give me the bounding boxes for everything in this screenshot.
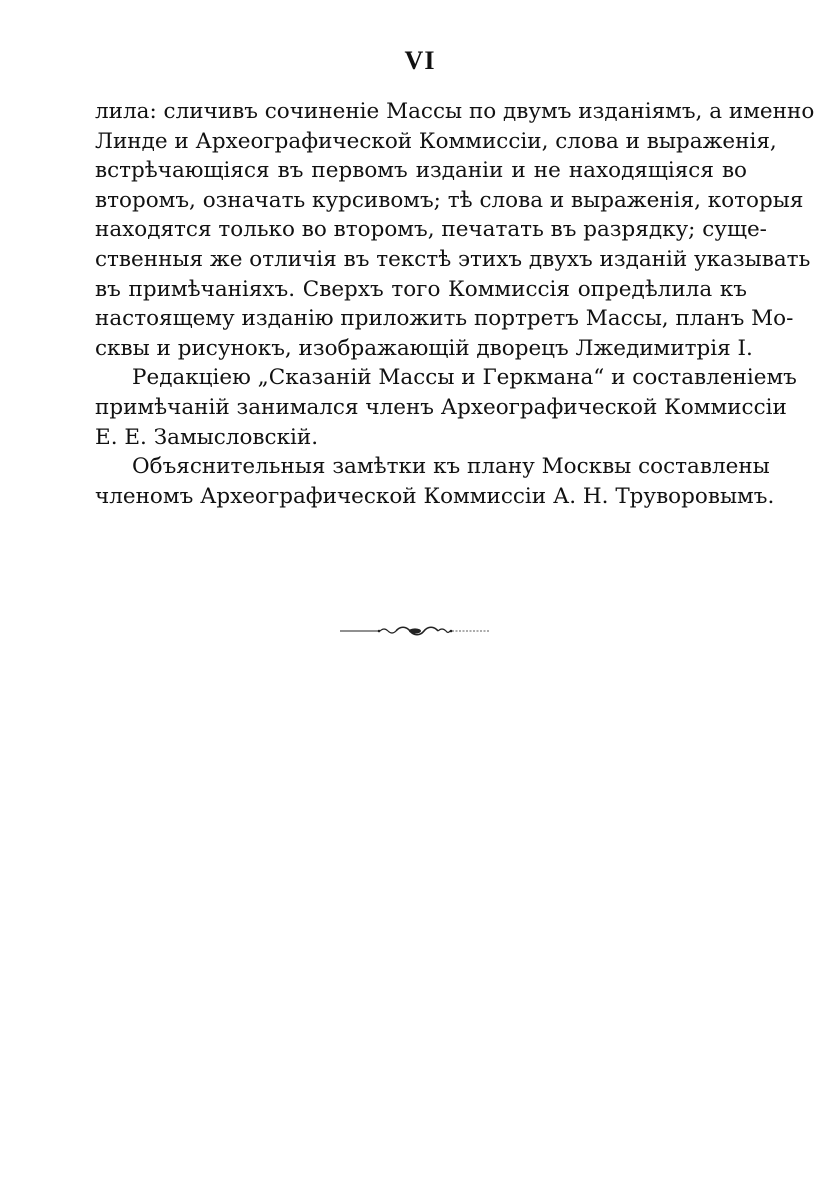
text-line: лила: сличивъ сочиненіе Массы по двумъ изданіямъ, а именно: [95, 99, 815, 124]
decorative-rule-ornament-icon: [340, 624, 490, 638]
text-line: находятся только во второмъ, печатать въ разрядку; суще-: [95, 217, 767, 243]
text-line: членомъ Археографической Коммиссіи А. Н. Труворовымъ.: [95, 483, 775, 509]
text-line: встрѣчающіяся въ первомъ изданіи и не находящіяся во: [95, 158, 747, 184]
page-number: VI: [404, 46, 436, 75]
text-line: Е. Е. Замысловскій.: [95, 424, 319, 450]
text-line: Редакціею „Сказаній Массы и Геркмана“ и составленіемъ: [132, 365, 797, 391]
text-line: ственныя же отличія въ текстѣ этихъ двухъ изданій указывать: [95, 246, 811, 272]
text-line: примѣчаній занимался членъ Археографической Коммиссіи: [95, 394, 787, 420]
text-line: настоящему изданію приложить портретъ Массы, планъ Мо-: [95, 306, 794, 332]
body-text: [95, 97, 815, 511]
text-line: сквы и рисунокъ, изображающій дворецъ Лжедимитрія І.: [95, 335, 753, 361]
text-line: Линде и Археографической Коммиссіи, слова и выраженія,: [95, 128, 777, 154]
text-line: Объяснительныя замѣтки къ плану Москвы составлены: [132, 454, 770, 480]
text-line: въ примѣчаніяхъ. Сверхъ того Коммиссія опредѣлила къ: [95, 276, 747, 302]
text-line: второмъ, означать курсивомъ; тѣ слова и выраженія, которыя: [95, 187, 804, 213]
